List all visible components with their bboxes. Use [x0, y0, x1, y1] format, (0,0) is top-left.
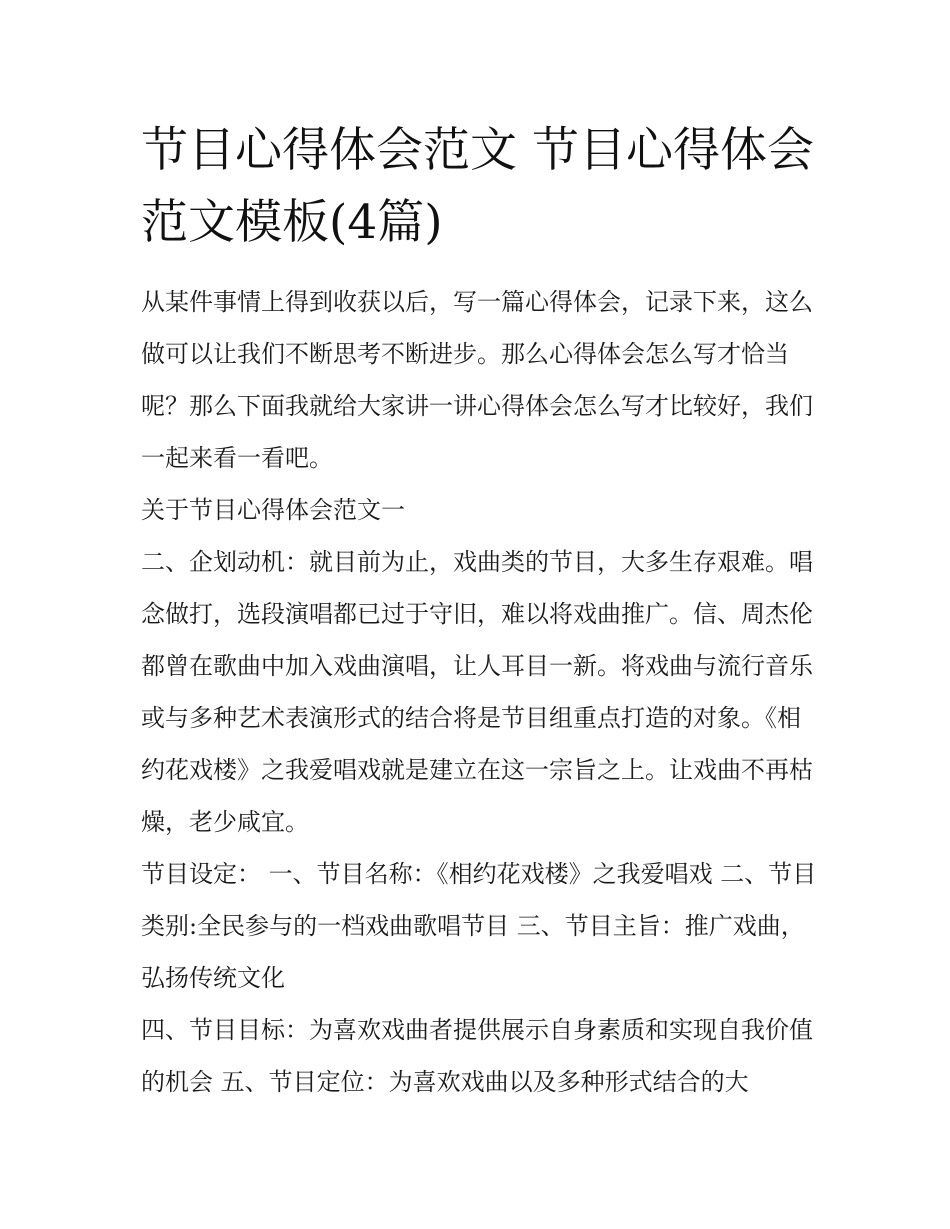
- section-heading: 关于节目心得体会范文一: [141, 496, 405, 524]
- intro-paragraph: 从某件事情上得到收获以后，写一篇心得体会，记录下来，这么做可以让我们不断思考不断进步。那么心得体会怎么写才恰当呢？那么下面我就给大家讲一讲心得体会怎么写才比较好，我们一起来看一看吧。: [141, 288, 813, 472]
- document-title: 节目心得体会范文 节目心得体会范文模板(4篇): [141, 123, 814, 250]
- body-paragraph: 二、企划动机：就目前为止，戏曲类的节目，大多生存艰难。唱念做打，选段演唱都已过于守旧，难以将戏曲推广。信、周杰伦都曾在歌曲中加入戏曲演唱，让人耳目一新。将戏曲与流行音乐或与多种艺术表演形式的结合将是节目组重点打造的对象。《相约花戏楼》之我爱唱戏就是建立在这一宗旨之上。让戏曲不再枯燥，老少咸宜。: [141, 548, 813, 836]
- document-body: [141, 276, 821, 1108]
- body-paragraph: 四、节目目标：为喜欢戏曲者提供展示自身素质和实现自我价值的机会 五、节目定位：为喜欢戏曲以及多种形式结合的大: [141, 1016, 813, 1096]
- body-paragraph: 节目设定： 一、节目名称：《相约花戏楼》之我爱唱戏 二、节目类别:全民参与的一档戏曲歌唱节目 三、节目主旨：推广戏曲，弘扬传统文化: [141, 860, 817, 992]
